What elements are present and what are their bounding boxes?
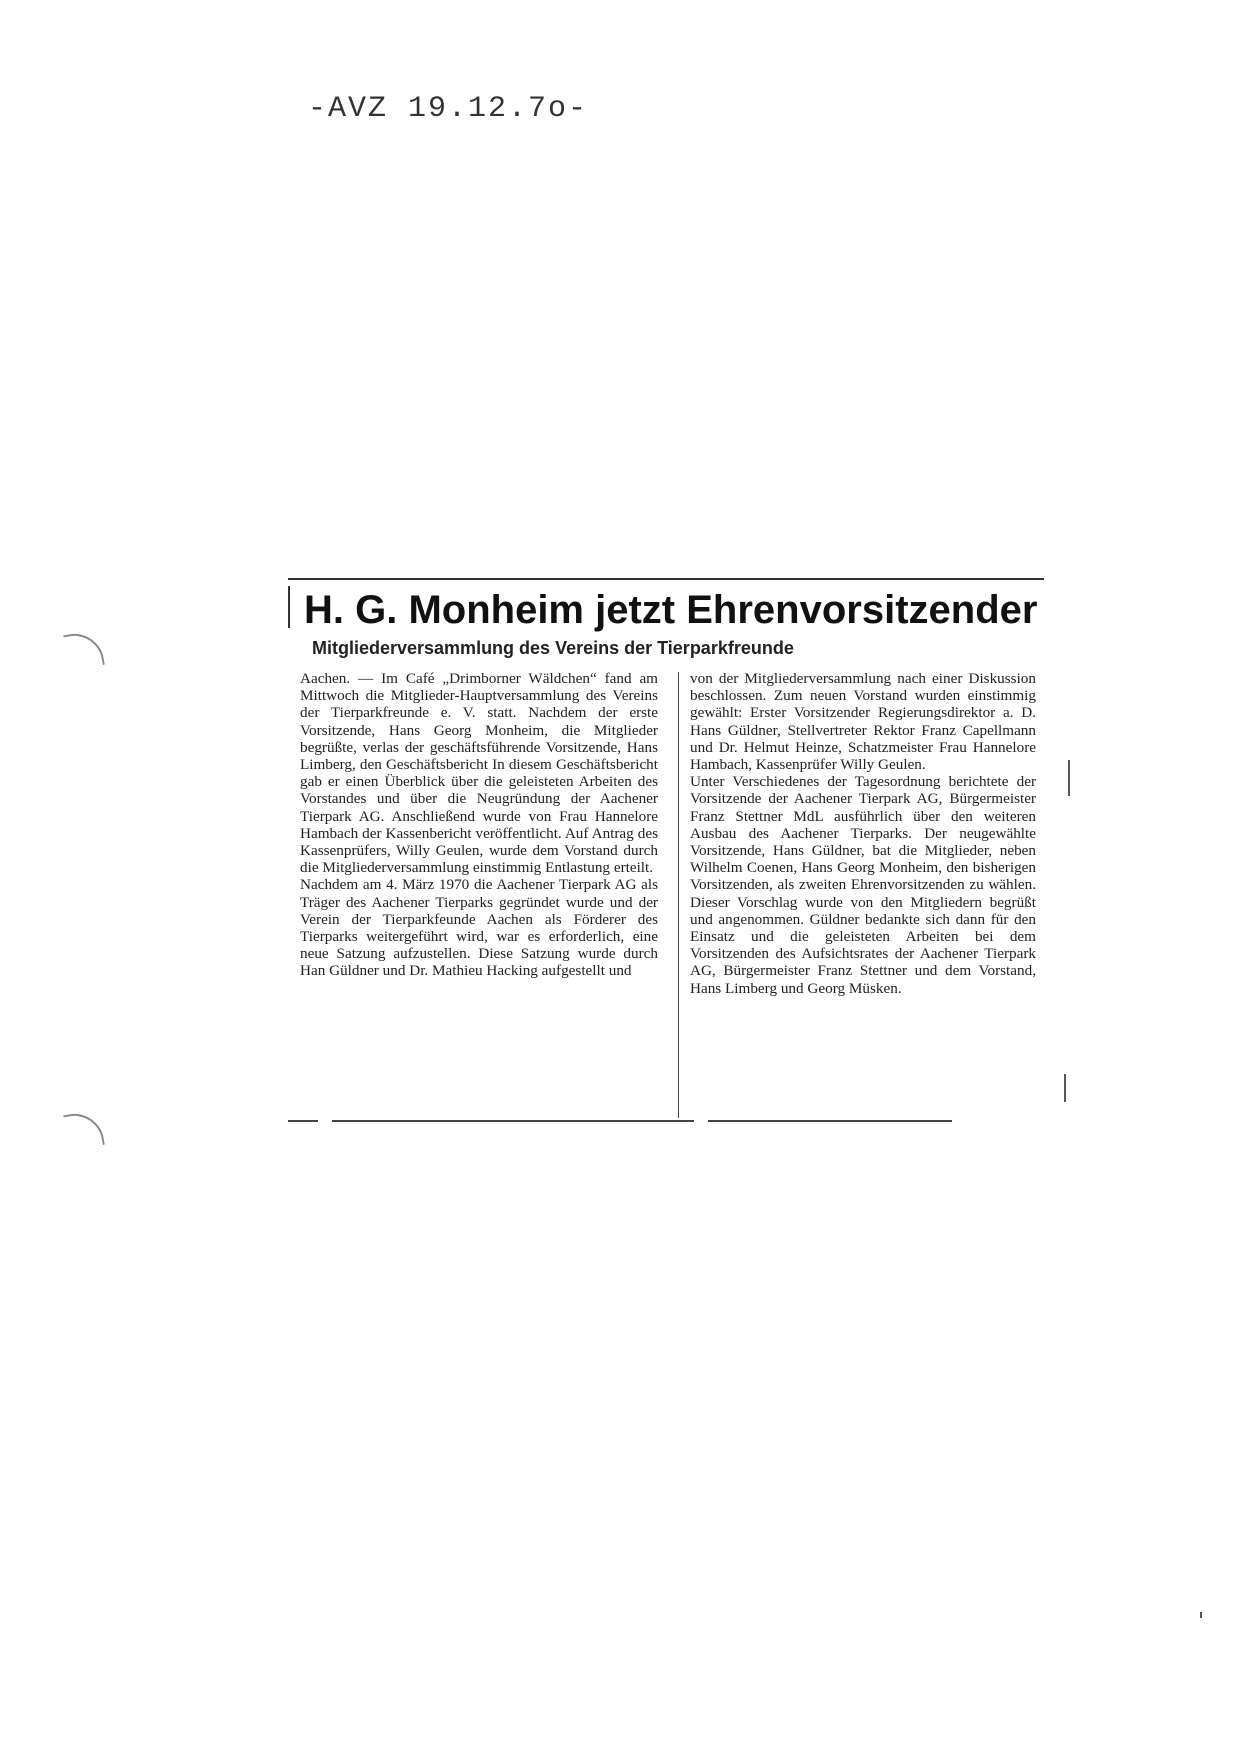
right-paragraph-2: Unter Verschiedenes der Tagesordnung berichtete der Vorsitzende der Aachener Tierpark AG, Bürgermeister Franz Stettner MdL ausführlich über den weiteren Ausbau des Aachener Tierparks. Der neugewählte Vorsitzende, Hans Güldner, bat die Mitglieder, neben Wilhelm Coenen, Hans Georg Monheim, den bisherigen Vorsitzenden, als zweiten Ehrenvorsitzenden zu wählen. Dieser Vorschlag wurde von den Mitgliedern begrüßt und angenommen. Güldner bedankte sich dann für den Einsatz und die geleisteten Arbeiten bei dem Vorsitzenden des Aufsichtsrates der Aachener Tierpark AG, Bürgermeister Franz Stettner und dem Vorstand, Hans Limberg und Georg Müsken. xyxy=(690,773,1036,997)
page-speck xyxy=(1200,1612,1202,1618)
punch-hole-mark-top xyxy=(63,629,105,671)
punch-hole-mark-bottom xyxy=(63,1109,105,1151)
bottom-rule-segment xyxy=(708,1120,952,1122)
article-subhead: Mitgliederversammlung des Vereins der Tierparkfreunde xyxy=(312,638,794,658)
article-headline: H. G. Monheim jetzt Ehrenvorsitzender xyxy=(304,588,1038,632)
column-divider xyxy=(678,672,679,1118)
left-paragraph-1: Aachen. — Im Café „Drimborner Wäldchen“ fand am Mittwoch die Mitglieder-Hauptversammlung des Vereins der Tierparkfreunde e. V. statt. Nachdem der erste Vorsitzende, Hans Georg Monheim, die Mitglieder begrüßte, verlas der geschäftsführende Vorsitzende, Hans Limberg, den Geschäftsbericht In diesem Geschäftsbericht gab er einen Überblick über die geleisteten Arbeiten des Vorstandes und über die Neugründung der Aachener Tierpark AG. Anschließend wurde von Frau Hannelore Hambach der Kassenbericht veröffentlicht. Auf Antrag des Kassenprüfers, Willy Geulen, wurde dem Vorstand durch die Mitgliederversammlung einstimmig Entlastung erteilt. xyxy=(300,670,658,877)
bottom-rule-segment xyxy=(332,1120,694,1122)
bottom-rule-segment xyxy=(288,1120,318,1122)
left-edge-rule xyxy=(288,586,290,628)
margin-mark xyxy=(1068,760,1070,796)
right-column xyxy=(690,670,1036,997)
left-column xyxy=(300,670,658,980)
date-stamp: -AVZ 19.12.7o- xyxy=(308,92,589,126)
left-paragraph-2: Nachdem am 4. März 1970 die Aachener Tierpark AG als Träger des Aachener Tierparks gegründet wurde und der Verein der Tierparkfeunde Aachen als Förderer des Tierparks weitergeführt wird, war es erforderlich, eine neue Satzung aufzustellen. Diese Satzung wurde durch Han Güldner und Dr. Mathieu Hacking aufgestellt und xyxy=(300,876,658,980)
right-paragraph-1: von der Mitgliederversammlung nach einer Diskussion beschlossen. Zum neuen Vorstand wurden einstimmig gewählt: Erster Vorsitzender Regierungsdirektor a. D. Hans Güldner, Stellvertreter Rektor Franz Capellmann und Dr. Helmut Heinze, Schatzmeister Frau Hannelore Hambach, Kassenprüfer Willy Geulen. xyxy=(690,670,1036,774)
newspaper-clipping xyxy=(288,572,1044,1124)
margin-mark xyxy=(1064,1074,1066,1102)
top-rule xyxy=(288,578,1044,580)
